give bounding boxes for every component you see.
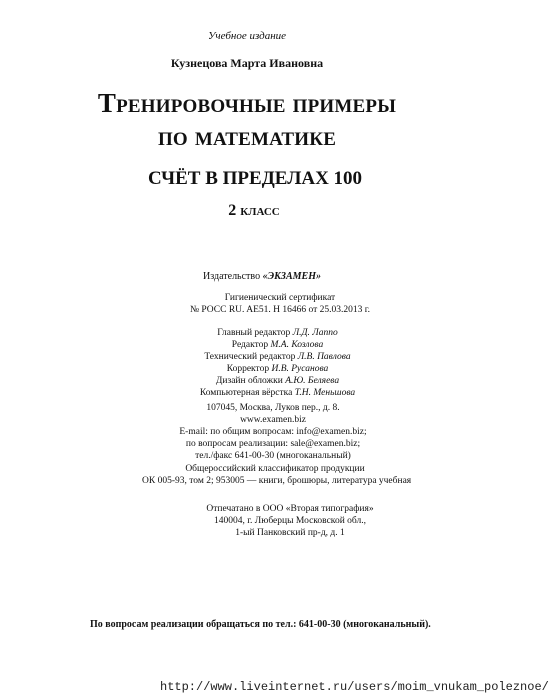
classifier-block xyxy=(142,463,412,487)
printer-line2: 140004, г. Люберцы Московской обл., xyxy=(213,516,366,526)
certificate-line1: Гигиенический сертификат xyxy=(224,293,336,303)
staff-line: Технический редактор Л.В. Павлова xyxy=(204,352,351,362)
book-title-line1: Тренировочные примеры xyxy=(97,88,397,118)
classifier-line2: ОК 005-93, том 2; 953005 — книги, брошюры, литература учебная xyxy=(142,476,412,486)
publisher-name: «ЭКЗАМЕН» xyxy=(262,271,321,282)
email-general-line: E-mail: по общим вопросам: info@examen.biz; xyxy=(179,427,367,437)
staff-line: Дизайн обложки А.Ю. Беляева xyxy=(215,376,340,386)
book-title-line2: по математике xyxy=(157,121,337,151)
author-name: Кузнецова Марта Ивановна xyxy=(170,56,324,70)
phone-fax-line: тел./факс 641-00-30 (многоканальный) xyxy=(195,451,351,461)
staff-line: Редактор М.А. Козлова xyxy=(231,340,324,350)
staff-block xyxy=(180,327,375,399)
certificate-line2: № РОСС RU. AE51. H 16466 от 25.03.2013 г. xyxy=(189,305,371,315)
sales-contact-note: По вопросам реализации обращаться по тел.: 641-00-30 (многоканальный). xyxy=(90,619,431,630)
publisher-prefix: Издательство xyxy=(203,271,263,282)
printer-line1: Отпечатано в ООО «Вторая типография» xyxy=(206,504,374,514)
publisher-line xyxy=(203,271,321,282)
classifier-line1: Общероссийский классификатор продукции xyxy=(185,464,365,474)
address-line: 107045, Москва, Луков пер., д. 8. xyxy=(206,403,340,413)
book-subtitle: СЧЁТ В ПРЕДЕЛАХ 100 xyxy=(147,168,363,189)
printer-block xyxy=(170,503,410,539)
edition-label: Учебное издание xyxy=(207,30,287,42)
grade-label: 2 класс xyxy=(228,202,280,219)
address-block xyxy=(153,402,393,462)
website-line: www.examen.biz xyxy=(240,415,306,425)
email-sales-line: по вопросам реализации: sale@examen.biz; xyxy=(185,439,361,449)
printer-line3: 1-ый Панковский пр-д, д. 1 xyxy=(235,528,345,538)
watermark-url: http://www.liveinternet.ru/users/moim_vnukam_poleznoe/ xyxy=(160,680,549,694)
staff-line: Компьютерная вёрстка Т.Н. Меньшова xyxy=(199,388,356,398)
staff-line: Корректор И.В. Русанова xyxy=(226,364,329,374)
staff-line: Главный редактор Л.Д. Лаппо xyxy=(217,328,338,338)
certificate-block xyxy=(170,292,390,316)
